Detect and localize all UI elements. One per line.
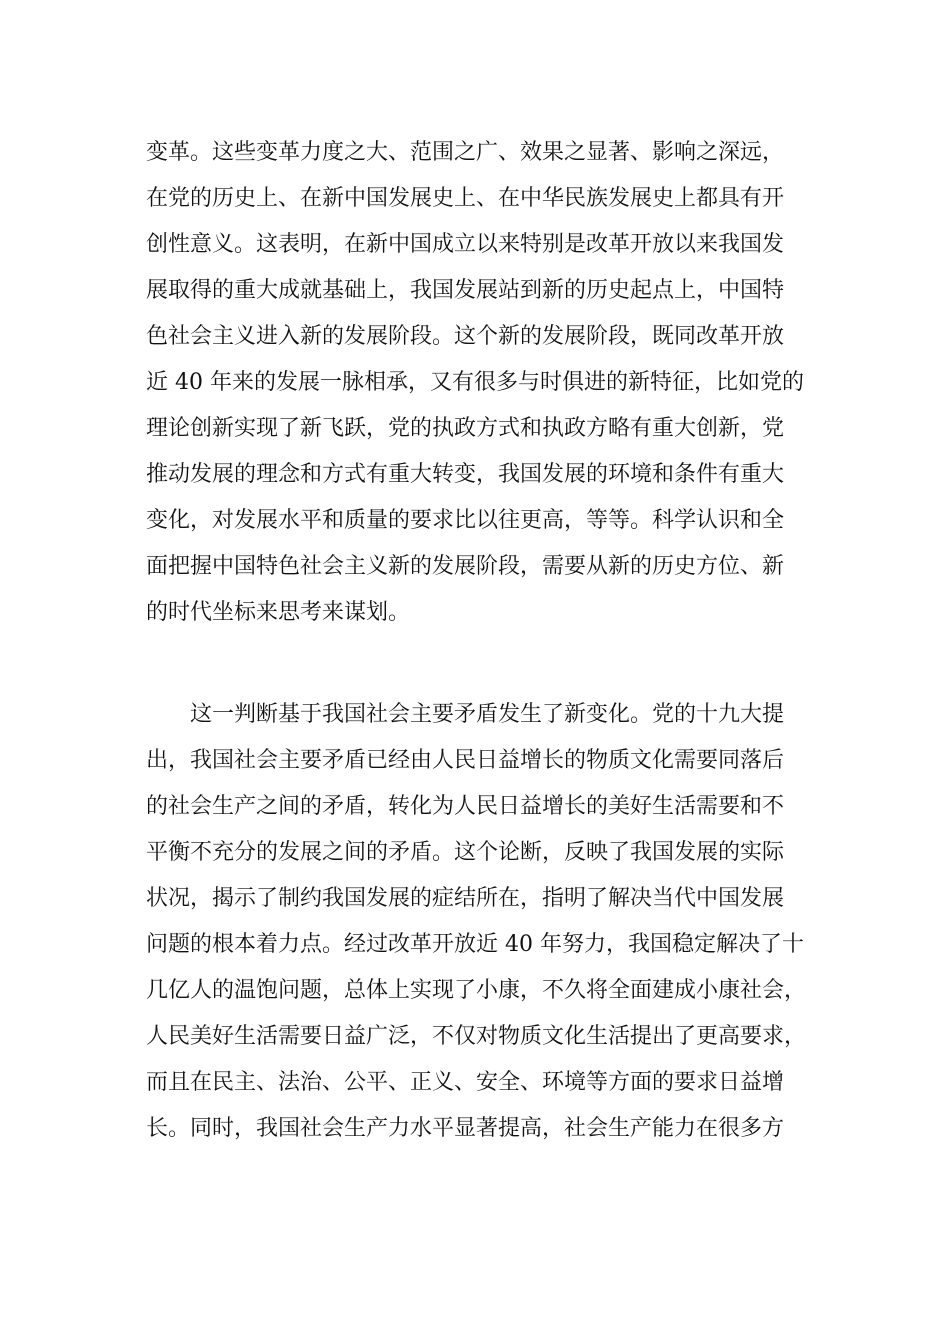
paragraph-line: 变革。这些变革力度之大、范围之广、效果之显著、影响之深远， [146, 140, 785, 165]
paragraph-line: 在党的历史上、在新中国发展史上、在中华民族发展史上都具有开 [146, 186, 785, 211]
paragraph-line: 这一判断基于我国社会主要矛盾发生了新变化。党的十九大提 [190, 702, 785, 727]
paragraph-line: 展取得的重大成就基础上，我国发展站到新的历史起点上，中国特 [146, 278, 785, 303]
paragraph-line: 创性意义。这表明，在新中国成立以来特别是改革开放以来我国发 [146, 232, 785, 257]
paragraph-1 [146, 130, 806, 636]
paragraph-line: 的时代坐标来思考来谋划。 [146, 600, 411, 625]
paragraph-line: 几亿人的温饱问题，总体上实现了小康，不久将全面建成小康社会， [146, 978, 807, 1003]
paragraph-line: 色社会主义进入新的发展阶段。这个新的发展阶段，既同改革开放 [146, 324, 785, 349]
paragraph-line: 变化，对发展水平和质量的要求比以往更高，等等。科学认识和全 [146, 508, 785, 533]
paragraph-line: 近 40 年来的发展一脉相承，又有很多与时俱进的新特征，比如党的 [146, 370, 804, 395]
paragraph-line: 问题的根本着力点。经过改革开放近 40 年努力，我国稳定解决了十 [146, 932, 804, 957]
paragraph-line: 人民美好生活需要日益广泛，不仅对物质文化生活提出了更高要求， [146, 1024, 807, 1049]
paragraph-line: 推动发展的理念和方式有重大转变，我国发展的环境和条件有重大 [146, 462, 785, 487]
paragraph-line: 的社会生产之间的矛盾，转化为人民日益增长的美好生活需要和不 [146, 794, 785, 819]
paragraph-line: 平衡不充分的发展之间的矛盾。这个论断，反映了我国发展的实际 [146, 840, 785, 865]
paragraph-line: 理论创新实现了新飞跃，党的执政方式和执政方略有重大创新，党 [146, 416, 785, 441]
paragraph-line: 出，我国社会主要矛盾已经由人民日益增长的物质文化需要同落后 [146, 748, 785, 773]
paragraph-line: 长。同时，我国社会生产力水平显著提高，社会生产能力在很多方 [146, 1116, 785, 1141]
paragraph-2 [146, 692, 806, 1152]
paragraph-line: 状况，揭示了制约我国发展的症结所在，指明了解决当代中国发展 [146, 886, 785, 911]
paragraph-line: 面把握中国特色社会主义新的发展阶段，需要从新的历史方位、新 [146, 554, 785, 579]
paragraph-line: 而且在民主、法治、公平、正义、安全、环境等方面的要求日益增 [146, 1070, 785, 1095]
